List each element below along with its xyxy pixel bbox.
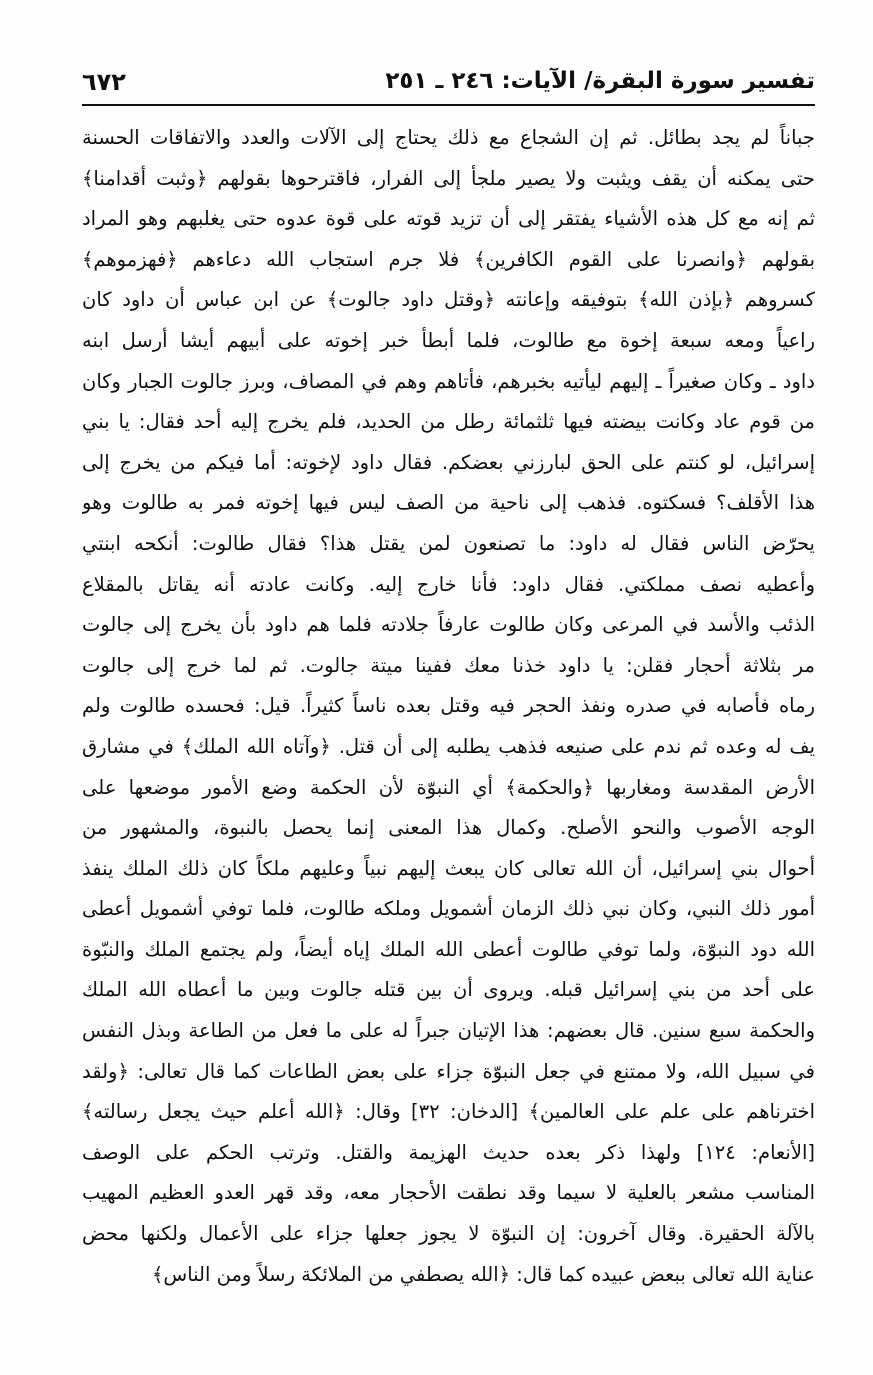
text-line: أحوال بني إسرائيل، أن الله تعالى كان يبعث إليهم نبياً وعليهم ملكاً كان ذلك الملك ينفذ: [82, 856, 815, 880]
text-line: الذئب والأسد في المرعى وكان طالوت عارفاً جلادته فلما هم داود بأن يخرج إلى جالوت: [82, 613, 815, 637]
page-number: ٦٧٢: [82, 68, 126, 96]
text-line: من قوم عاد وكانت بيضته فيها ثلثمائة رطل من الحديد، فلم يخرج إليه أحد فقال: يا بني: [82, 410, 815, 434]
text-line: هذا الأقلف؟ فسكتوه. فذهب إلى ناحية من الصف ليس فيها إخوته فمر به طالوت وهو: [82, 491, 815, 515]
text-line: بالآلة الحقيرة. وقال آخرون: إن النبوّة لا يجوز جعلها جزاء على الأعمال ولكنها محض: [82, 1222, 815, 1246]
text-line: على أحد من بني إسرائيل قبله. ويروى أن بين قتله جالوت وبين ما أعطاه الله الملك: [82, 978, 815, 1002]
text-line: حتى يمكنه أن يقف ويثبت ولا يصير ملجأ إلى الفرار، فاقترحوها بقولهم ﴿وثبت أقدامنا﴾: [82, 166, 815, 190]
text-line: [الأنعام: ١٢٤] ولهذا ذكر بعده حديث الهزيمة والقتل. وترتب الحكم على الوصف: [82, 1140, 815, 1164]
text-line: يحرّض الناس فقال له داود: ما تصنعون لمن يقتل هذا؟ فقال طالوت: أنكحه ابنتي: [82, 531, 815, 555]
text-line: الله دود النبوّة، ولما توفي طالوت أعطى الله الملك إياه أيضاً، ولم يجتمع الملك والنبّوة: [82, 937, 815, 961]
text-line: كسروهم ﴿بإذن الله﴾ بتوفيقه وإعانته ﴿وقتل داود جالوت﴾ عن ابن عباس أن داود كان: [82, 288, 815, 312]
text-line: جباناً لم يجد بطائل. ثم إن الشجاع مع ذلك يحتاج إلى الآلات والعدد والاتفاقات الحسنة: [82, 126, 815, 149]
text-line: والحكمة سبع سنين. قال بعضهم: هذا الإتيان جبراً له على ما فعل من الطاعة وبذل النفس: [82, 1019, 815, 1043]
body-text: [82, 118, 815, 1295]
text-line: داود ـ وكان صغيراً ـ إليهم ليأتيه بخبرهم، فأتاهم وهم في المصاف، وبرز جالوت الجبار وكان: [82, 369, 815, 393]
page-header: [82, 68, 815, 104]
text-line: الوجه الأصوب والنحو الأصلح. وكمال هذا المعنى إنما يحصل بالنبوة، والمشهور من: [82, 816, 815, 840]
text-line: ثم إنه مع كل هذه الأشياء يفتقر إلى أن تزيد قوته على قوة عدوه حتى يغلبهم وهو المراد: [82, 207, 815, 231]
text-line: راعياً ومعه سبعة إخوة مع طالوت، فلما أبطأ خبر إخوته على أبيهم أيشا أرسل ابنه: [82, 328, 815, 352]
text-line: عناية الله تعالى ببعض عبيده كما قال: ﴿الله يصطفي من الملائكة رسلاً ومن الناس﴾: [152, 1262, 815, 1286]
text-line: وأعطيه نصف مملكتي. فقال داود: فأنا خارج إليه. وكانت عادته أنه يقاتل بالمقلاع: [82, 572, 815, 596]
text-line: أمور ذلك النبي، وكان نبي ذلك الزمان أشمويل وملكه طالوت، فلما توفي أشمويل أعطى: [82, 897, 815, 921]
running-title: تفسير سورة البقرة/ الآيات: ٢٤٦ ـ ٢٥١: [385, 68, 815, 94]
header-divider: [82, 104, 815, 106]
text-line: إسرائيل، لو كنتم على الحق لبارزني بعضكم. فقال داود لإخوته: أما فيكم من يخرج إلى: [82, 450, 815, 474]
text-line: الأرض المقدسة ومغاربها ﴿والحكمة﴾ أي النبوّة لأن الحكمة وضع الأمور موضعها على: [82, 775, 815, 799]
text-line: بقولهم ﴿وانصرنا على القوم الكافرين﴾ فلا جرم استجاب الله دعاءهم ﴿فهزموهم﴾: [82, 247, 815, 271]
text-line: مر بثلاثة أحجار فقلن: يا داود خذنا معك ففينا ميتة جالوت. ثم لما خرج إلى جالوت: [82, 653, 815, 677]
text-line: المناسب مشعر بالعلية لا سيما وقد نطقت الأحجار معه، وقد قهر العدو العظيم المهيب: [82, 1181, 815, 1205]
text-line: رماه فأصابه في صدره ونفذ الحجر فيه وقتل بعده ناساً كثيراً. قيل: فحسده طالوت ولم: [82, 694, 815, 718]
text-line: في سبيل الله، ولا ممتنع في جعل النبوّة جزاء على بعض الطاعات كما قال تعالى: ﴿ولقد: [82, 1059, 815, 1083]
text-line: يف له وعده ثم ندم على صنيعه فذهب يطلبه إلى أن قتل. ﴿وآتاه الله الملك﴾ في مشارق: [82, 734, 815, 758]
text-line: اخترناهم على علم على العالمين﴾ [الدخان: ٣٢] وقال: ﴿الله أعلم حيث يجعل رسالته﴾: [82, 1100, 815, 1124]
